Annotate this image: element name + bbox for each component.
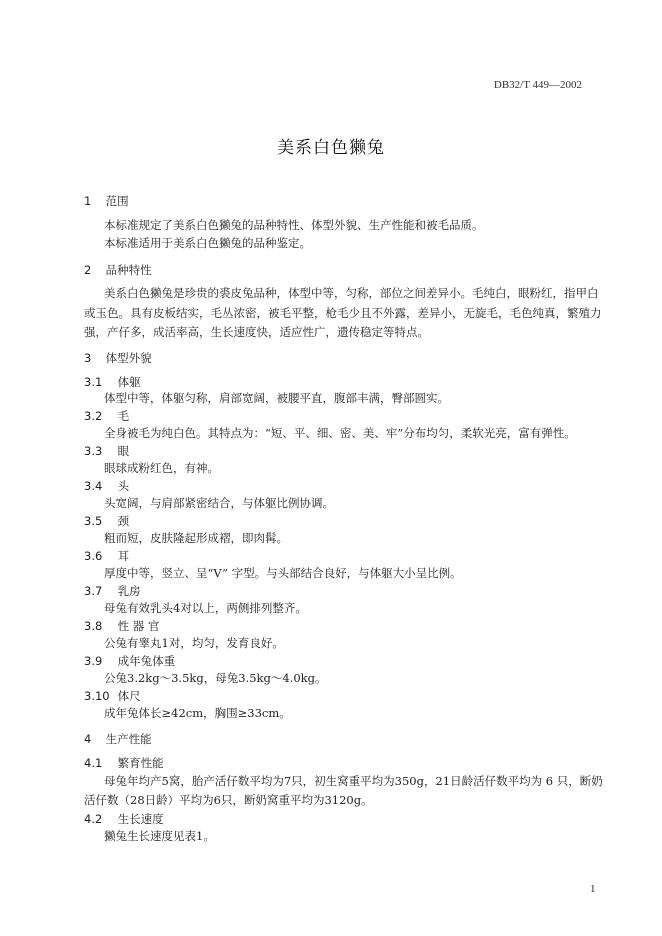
subsection-title: 繁育性能: [117, 756, 164, 770]
subsection-3-7-heading: [84, 583, 141, 599]
subsection-number: 3.10: [84, 689, 110, 703]
subsection-number: 4.1: [84, 756, 103, 770]
subsection-3-10-text: 成年兔体长≥42cm，胸围≥33cm。: [104, 706, 291, 720]
subsection-3-6-text: 厚度中等，竖立、呈“V” 字型。与头部结合良好，与体躯大小呈比例。: [104, 566, 462, 580]
subsection-4-1-line-1: 母兔年均产5窝，胎产活仔数平均为7只，初生窝重平均为350g，21日龄活仔数平均为 6 只，断奶: [104, 774, 603, 788]
section-title: 体型外貌: [105, 351, 152, 365]
subsection-title: 乳房: [117, 584, 141, 598]
subsection-title: 体躯: [117, 375, 141, 389]
subsection-title: 头: [117, 479, 130, 493]
document-title: 美系白色獭兔: [277, 138, 385, 158]
subsection-title: 毛: [117, 409, 130, 423]
subsection-3-10-heading: [84, 688, 141, 704]
section-1-paragraph-2: 本标准适用于美系白色獭兔的品种鉴定。: [104, 236, 311, 250]
section-title: 生产性能: [105, 732, 152, 746]
subsection-3-1-heading: [84, 374, 141, 390]
section-1-paragraph-1: 本标准规定了美系白色獭兔的品种特性、体型外貌、生产性能和被毛品质。: [104, 218, 484, 232]
subsection-3-8-heading: [84, 618, 159, 634]
standard-number: DB32/T 449—2002: [493, 79, 582, 91]
section-title: 品种特性: [105, 263, 152, 277]
subsection-title: 颈: [117, 514, 130, 528]
subsection-number: 3.1: [84, 375, 103, 389]
subsection-number: 3.7: [84, 584, 103, 598]
subsection-3-9-heading: [84, 653, 175, 669]
subsection-title: 性 器 官: [117, 619, 160, 633]
subsection-4-1-heading: [84, 755, 164, 771]
subsection-title: 耳: [117, 549, 130, 563]
section-2-heading: [84, 262, 152, 278]
subsection-3-5-heading: [84, 513, 129, 529]
subsection-number: 3.6: [84, 549, 103, 563]
section-2-line-1: 美系白色獭兔是珍贵的裘皮兔品种，体型中等，匀称，部位之间差异小。毛纯白，眼粉红，指甲白: [104, 286, 599, 300]
section-title: 范围: [105, 194, 129, 208]
subsection-3-5-text: 粗而短，皮肤隆起形成褶，即肉髯。: [104, 531, 288, 545]
section-number: 2: [84, 263, 92, 277]
subsection-3-7-text: 母兔有效乳头4对以上，两侧排列整齐。: [104, 601, 307, 615]
subsection-3-2-text: 全身被毛为纯白色。其特点为：“短、平、细、密、美、牢”分布均匀，柔软光亮，富有弹性。: [104, 426, 576, 440]
subsection-3-3-heading: [84, 443, 129, 459]
subsection-number: 3.9: [84, 654, 103, 668]
subsection-3-8-text: 公兔有睾丸1对，均匀，发育良好。: [104, 636, 284, 650]
section-4-heading: [84, 731, 152, 747]
subsection-number: 3.5: [84, 514, 103, 528]
section-1-heading: [84, 193, 129, 209]
subsection-3-2-heading: [84, 408, 129, 424]
subsection-number: 4.2: [84, 812, 103, 826]
subsection-3-9-text: 公兔3.2kg～3.5kg，母兔3.5kg～4.0kg。: [104, 671, 327, 685]
subsection-3-4-text: 头宽阔，与肩部紧密结合，与体躯比例协调。: [104, 496, 334, 510]
subsection-3-4-heading: [84, 478, 129, 494]
section-number: 3: [84, 351, 92, 365]
section-2-line-2: 或玉色。具有皮板结实，毛丛浓密，被毛平整，枪毛少且不外露，差异小，无旋毛，毛色纯真，繁殖力: [84, 306, 602, 320]
subsection-number: 3.2: [84, 409, 103, 423]
subsection-number: 3.8: [84, 619, 103, 633]
subsection-3-3-text: 眼球成粉红色，有神。: [104, 461, 219, 475]
subsection-title: 成年兔体重: [117, 654, 176, 668]
subsection-4-2-heading: [84, 811, 164, 827]
subsection-title: 眼: [117, 444, 130, 458]
section-number: 4: [84, 732, 92, 746]
subsection-3-1-text: 体型中等，体躯匀称，肩部宽阔，被腰平直，腹部丰满，臀部圆实。: [104, 391, 449, 405]
subsection-number: 3.3: [84, 444, 103, 458]
subsection-title: 体尺: [117, 689, 141, 703]
section-2-line-3: 强，产仔多，成活率高，生长速度快，适应性广，遗传稳定等特点。: [84, 325, 429, 339]
section-3-heading: [84, 350, 152, 366]
subsection-4-2-text: 獭兔生长速度见表1。: [104, 829, 215, 843]
section-number: 1: [84, 194, 92, 208]
subsection-4-1-line-2: 活仔数（28日龄）平均为6只，断奶窝重平均为3120g。: [84, 793, 373, 807]
subsection-number: 3.4: [84, 479, 103, 493]
page-number: 1: [590, 883, 596, 895]
subsection-3-6-heading: [84, 548, 129, 564]
subsection-title: 生长速度: [117, 812, 164, 826]
